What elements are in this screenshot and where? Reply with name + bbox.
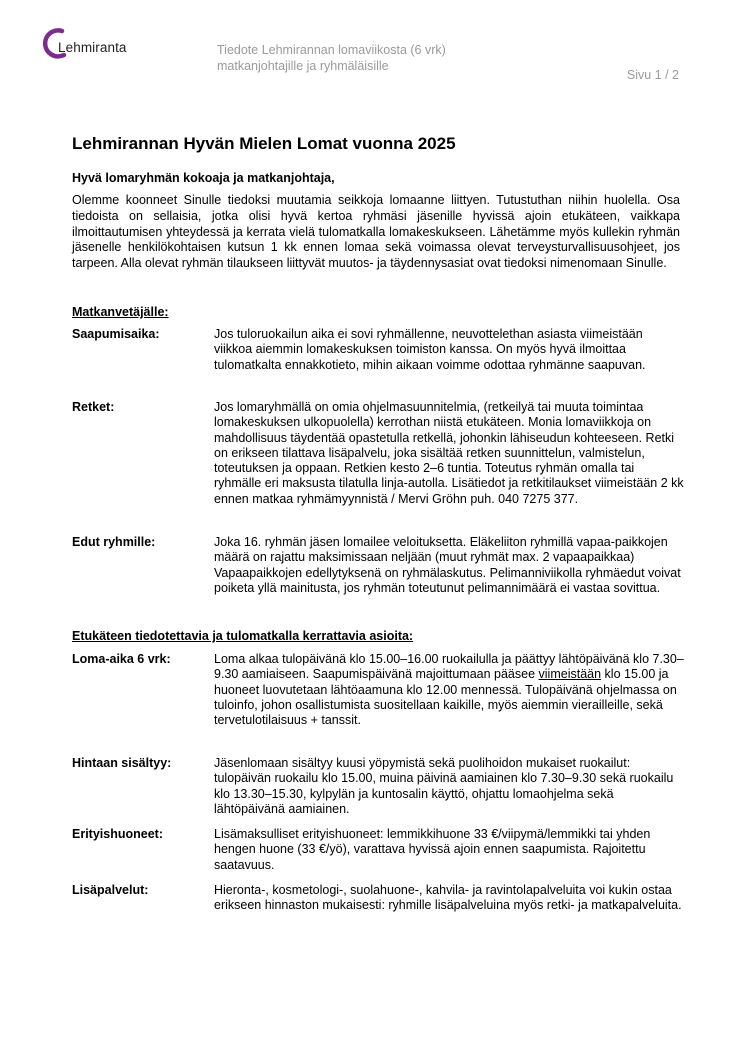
greeting: Hyvä lomaryhmän kokoaja ja matkanjohtaja, xyxy=(72,171,335,185)
company-logo xyxy=(40,27,150,67)
header-line-2: matkanjohtajille ja ryhmäläisille xyxy=(217,59,389,73)
row-text: Jos lomaryhmällä on omia ohjelmasuunnitelmia, (retkeilyä tai muuta toimintaa lomakeskuksen ulkopuolella) kerrothan niistä etukäteen. Monia lomaviikkoja on mahdollisuus täydentää opastetulla retkellä, johonkin lähiseudun kohteeseen. Retki on erikseen tilattava lisäpalvelu, joka sisältää retken suunnittelun, valmistelun, toteutuksen ja oppaan. Retkien kesto 2–6 tuntia. Toteutus ryhmän omalla tai ryhmälle eri maksusta tilatulla linja-autolla. Lisätiedot ja retkitilaukset viimeistään 2 kk ennen matkaa ryhmämyynnistä / Mervi Gröhn puh. 040 7275 377. xyxy=(214,400,684,506)
document-header xyxy=(217,42,446,74)
row-text-part: Loma alkaa tulopäivänä klo 15.00–16.00 ruokailulla ja päättyy lähtöpäivänä klo 7.30–9.30 aamiaiseen. Saapumispäivänä majoittumaan pääsee xyxy=(214,652,684,682)
section-heading-leaders: Matkanvetäjälle: xyxy=(72,305,169,319)
row-label: Saapumisaika: xyxy=(72,327,160,341)
row-label: Retket: xyxy=(72,400,115,414)
row-text: Hieronta-, kosmetologi-, suolahuone-, kahvila- ja ravintolapalveluita voi kukin ostaa erikseen hinnaston mukaisesti: ryhmille lisäpalveluina myös retki- ja matkapalveluita. xyxy=(214,883,682,913)
header-line-1: Tiedote Lehmirannan lomaviikosta (6 vrk) xyxy=(217,43,446,57)
document-title: Lehmirannan Hyvän Mielen Lomat vuonna 2025 xyxy=(72,134,456,153)
row-label: Lisäpalvelut: xyxy=(72,883,149,897)
row-text: Lisämaksulliset erityishuoneet: lemmikkihuone 33 €/viipymä/lemmikki tai yhden hengen huone (33 €/yö), varattava hyvissä ajoin ennen saapumista. Rajoitettu saatavuus. xyxy=(214,827,651,872)
row-text-part: klo 15.00 ja huoneet luovutetaan lähtöaamuna klo 12.00 mennessä. Tulopäivänä ohjelmassa on tuloinfo, johon osallistumista suositellaan kaikille, myös aiemmin vierailleille, sekä tervetulotilaisuus + tanssit. xyxy=(214,667,677,728)
page-number: Sivu 1 / 2 xyxy=(626,68,679,82)
row-label: Erityishuoneet: xyxy=(72,827,163,841)
row-text xyxy=(214,652,684,728)
underlined-word: viimeistään xyxy=(538,667,602,682)
row-label: Loma-aika 6 vrk: xyxy=(72,652,171,666)
logo-text: Lehmiranta xyxy=(58,40,127,55)
row-label: Hintaan sisältyy: xyxy=(72,756,172,770)
row-label: Edut ryhmille: xyxy=(72,535,156,549)
intro-paragraph: Olemme koonneet Sinulle tiedoksi muutamia seikkoja lomaanne liittyen. Tutustuthan niihin huolella. Osa tiedoista on sellaisia, jotka olisi hyvä kertoa ryhmäsi jäsenille hyvissä ajoin etukäteen, vaikkapa ilmoittautumisen yhteydessä ja kerrata vielä tulomatkalla lomakeskukseen. Lähetämme myös kullekin ryhmän jäsenelle henkilökohtaisen kutsun 1 kk ennen lomaa sekä voimassa olevat terveysturvallisuusohjeet, jos tarpeen. Alla olevat ryhmän tilaukseen liittyvät muutos- ja täydennysasiat ovat tiedoksi nimenomaan Sinulle. xyxy=(72,193,680,271)
row-text: Jos tuloruokailun aika ei sovi ryhmällenne, neuvottelethan asiasta viimeistään viikkoa aiemmin lomakeskuksen toimiston kanssa. On myös hyvä ilmoittaa tulomatkalta ennakkotieto, mihin aikaan voimme odottaa ryhmänne saapuvan. xyxy=(214,327,646,372)
row-text: Jäsenlomaan sisältyy kuusi yöpymistä sekä puolihoidon mukaiset ruokailut: tulopäivän ruokailu klo 15.00, muina päivinä aamiainen klo 7.30–9.30 sekä ruokailu klo 13.30–15.30, kylpylän ja kuntosalin käyttö, ohjattu lomaohjelma sekä lähtöpäivänä aamiainen. xyxy=(214,756,674,816)
row-text: Joka 16. ryhmän jäsen lomailee veloituksetta. Eläkeliiton ryhmillä vapaa-paikkojen määrä on rajattu maksimissaan neljään (muut ryhmät max. 2 vapaapaikkaa) Vapaapaikkojen edellytyksenä on ryhmälaskutus. Pelimanniviikolla ryhmäedut voivat poiketa yllä mainitusta, jos ryhmän toteutunut pelimannimäärä ei vastaa sovittua. xyxy=(214,535,681,595)
section-heading-advance-info: Etukäteen tiedotettavia ja tulomatkalla kerrattavia asioita: xyxy=(72,629,414,643)
